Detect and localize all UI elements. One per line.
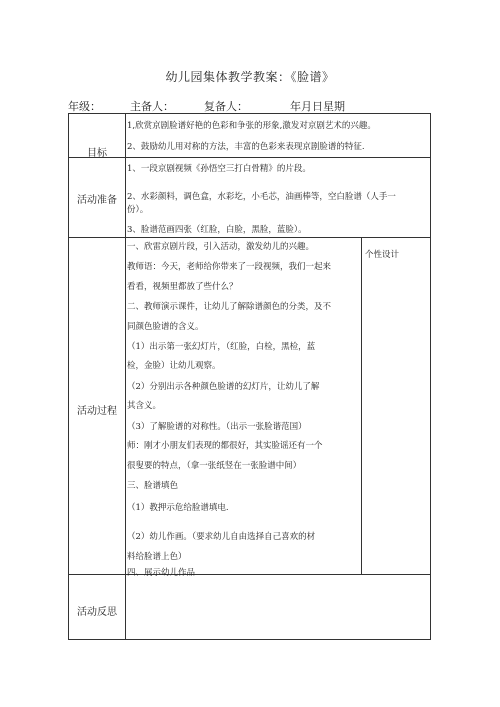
prep-line-4: 3、脸谱范画四张（红脸，白脸，黑脸，蓝脸）。 bbox=[127, 225, 307, 235]
reviewer-label: 复备人： bbox=[204, 100, 248, 113]
process-line-11: 师：刚才小朋友们表现的都很好，其实脸谣还有一个 bbox=[127, 441, 323, 451]
process-line-6: （1）出示第一张幻灯片，（红脸，白检，黑检，蓝 bbox=[127, 342, 316, 352]
goal-label: 目标 bbox=[87, 148, 107, 159]
date-label: 年月日星期 bbox=[290, 100, 345, 113]
goal-line-1: 1,欣赏京剧脸谱好艳的色彩和争张的形象,激发对京剧艺术的兴趣。 bbox=[127, 121, 376, 131]
process-line-10: （3）了解脸谱的对称性。（出示一张脸谐范国） bbox=[127, 422, 307, 432]
personal-design-label: 个性设计 bbox=[365, 250, 400, 260]
process-line-15: （2）幼儿作画。（要求幼儿自由选择自己喜欢的材 bbox=[127, 532, 316, 542]
row-divider-prep bbox=[69, 237, 430, 238]
page-title: 幼儿园集体教学教案：《脸谱》 bbox=[165, 70, 335, 84]
lesson-plan-table bbox=[68, 113, 431, 640]
process-line-7: 检，金脸）让幼儿观察。 bbox=[127, 361, 221, 371]
process-line-17: 四、展示幼儿作品 bbox=[127, 568, 196, 578]
prep-line-3: 份）。 bbox=[127, 205, 149, 215]
process-line-12: 很叟要的特点，（拿一张纸竖在一张脸谱中间） bbox=[127, 461, 302, 471]
process-line-8: （2）分别出示各种颜色脸谱的幻灯片，让幼儿了解 bbox=[127, 382, 320, 392]
reflection-label: 活动反思 bbox=[77, 607, 117, 618]
side-column-divider bbox=[361, 237, 362, 574]
preparer-label: 主备人： bbox=[130, 100, 174, 113]
prep-line-1: 1、一段京剧视频《孙悟空三打白骨精》的片段。 bbox=[127, 164, 311, 174]
process-line-2: 教师语：今天，老师给你带来了一段视频，我们一起来 bbox=[127, 262, 332, 272]
grade-label: 年级： bbox=[68, 100, 101, 113]
process-line-1: 一、欣雷京剧片段，引入活动，激发幼儿的兴趣。 bbox=[127, 242, 315, 252]
process-line-14: （1）教押示危给脸谱填电. bbox=[127, 503, 229, 513]
process-line-9: 其含义。 bbox=[127, 401, 162, 411]
process-content bbox=[127, 241, 359, 578]
row-divider-process bbox=[69, 574, 430, 575]
prep-label: 活动准备 bbox=[77, 195, 117, 206]
process-line-4: 二、教师演示课件，让幼儿了解除谱颜色的分类，及不 bbox=[127, 302, 332, 312]
prep-line-2: 2、水彩颜料，调色盒，水彩圪，小毛芯，油画棒等，空白脸谱（人手一 bbox=[127, 192, 396, 202]
process-line-5: 同颜色脸谱的含义。 bbox=[127, 322, 204, 332]
goal-line-2: 2、鼓励幼儿用对称的方法，丰富的色彩来表现京剧脸谱的特征. bbox=[127, 142, 365, 152]
process-label: 活动过程 bbox=[77, 406, 117, 417]
process-line-13: 三、脸谱填色 bbox=[127, 481, 179, 491]
process-line-3: 看看，视频里都放了些什么？ bbox=[127, 282, 238, 292]
process-line-16: 料给脸谱上色） bbox=[127, 552, 187, 562]
label-column-divider bbox=[125, 114, 126, 639]
